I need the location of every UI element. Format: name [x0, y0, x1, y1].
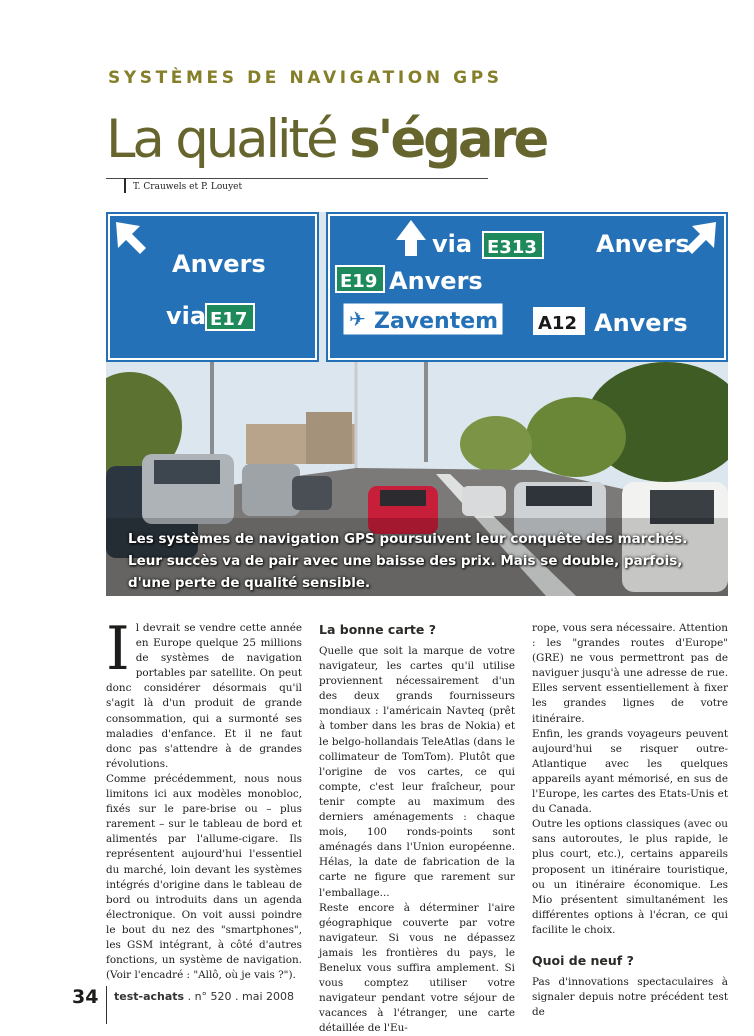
- svg-text:✈: ✈: [349, 307, 366, 331]
- sign-text-anvers-top-right: Anvers: [596, 230, 690, 258]
- sign-text-via-right: via: [432, 230, 473, 258]
- sign-text-e19: E19: [340, 271, 378, 292]
- airplane-icon: [349, 307, 366, 331]
- section-kicker: SYSTÈMES DE NAVIGATION GPS: [108, 68, 503, 88]
- article-title: [106, 108, 726, 172]
- left-sign-panel: [106, 212, 319, 362]
- issue-info: . n° 520 . mai 2008: [184, 990, 295, 1003]
- byline: T. Crauwels et P. Louyet: [133, 182, 243, 192]
- paragraph: Pas d'innovations spectaculaires à signaler depuis notre précédent test de: [532, 975, 728, 1019]
- sign-text-e17: E17: [210, 309, 248, 330]
- article-title-light: La qualité: [106, 109, 350, 170]
- sign-text-a12: A12: [538, 313, 577, 334]
- paragraph: l devrait se vendre cette année en Europe quelque 25 millions de systèmes de navigation portables par satellite. On peut donc considérer désormais qu'il s'agit là d'un produit de grande consommation, qui a surmonté ses maladies d'enfance. Et il ne faut donc pas s'attendre à de grandes révolutions.: [106, 622, 302, 770]
- sign-text-anvers-left: Anvers: [172, 250, 266, 278]
- magazine-brand: test-achats: [114, 990, 185, 1003]
- author-bar: [124, 178, 126, 193]
- sign-text-anvers-mid: Anvers: [389, 267, 483, 295]
- photo-caption: Les systèmes de navigation GPS poursuivent leur conquête des marchés. Leur succès va de pair avec une baisse des prix. Mais se double, parfois, d'une perte de qualité sensible.: [128, 531, 688, 591]
- drop-cap: I: [106, 614, 130, 684]
- sign-text-via-left: via: [166, 302, 207, 330]
- paragraph: rope, vous sera nécessaire. Attention : les "grandes routes d'Europe" (GRE) ne vous permettront pas de naviguer jusqu'à une adresse de rue. Elles servent essentiellement à fixer les grandes lignes de votre itinéraire.: [532, 622, 728, 725]
- article-column-3: [532, 621, 728, 1020]
- sign-text-zaventem: Zaventem: [374, 309, 499, 334]
- paragraph: Reste encore à déterminer l'aire géographique couverte par votre navigateur. Si vous ne dépassez jamais les frontières du pays, le Benelux vous suffira amplement. Si vous comptez utiliser votre navigateur pendant votre séjour de vacances à l'étranger, une carte détaillée de l'Eu-: [319, 901, 515, 1035]
- subheading-quoi-de-neuf: Quoi de neuf ?: [532, 952, 634, 968]
- sign-text-e313: E313: [487, 237, 537, 258]
- subheading-bonne-carte: La bonne carte ?: [319, 622, 436, 637]
- paragraph: Quelle que soit la marque de votre navigateur, les cartes qu'il utilise proviennent nécessairement d'un des deux grands fournisseurs mondiaux : l'américain Navteq (prêt à tomber dans les bras de Nokia) et le belgo-hollandais TeleAtlas (dans le collimateur de TomTom). Plutôt que l'origine de vos cartes, ce qui compte, c'est leur fraîcheur, pour tenir compte au maximum des derniers aménagements : chaque mois, 100 ronds-points sont aménagés dans l'Union européenne. Hélas, la date de fabrication de la carte ne figure que rarement sur l'emballage...: [319, 645, 515, 899]
- paragraph: Enfin, les grands voyageurs peuvent aujourd'hui se risquer outre-Atlantique avec les quelques appareils ayant mémorisé, en sus de l'Europe, les cartes des Etats-Unis et du Canada.: [532, 727, 728, 816]
- footer-info: [114, 990, 294, 1003]
- title-rule: [106, 178, 488, 179]
- article-column-2: [319, 621, 515, 1036]
- paragraph: Comme précédemment, nous nous limitons ici aux modèles monobloc, fixés sur le pare-brise ou – plus rarement – sur le tableau de bord et alimentés par l'allume-cigare. Ils représentent aujourd'hui l'essentiel du marché, loin devant les systèmes intégrés d'origine dans le tableau de bord ou introduits dans un agenda électronique. On voit aussi poindre le bout du nez des "smartphones", les GSM intégrant, à côté d'autres fonctions, un système de navigation. (Voir l'encadré : "Allô, où je vais ?").: [106, 772, 302, 982]
- sign-text-anvers-bottom-right: Anvers: [594, 309, 688, 337]
- footer-rule: [106, 986, 107, 1024]
- paragraph: Outre les options classiques (avec ou sans autoroutes, le plus rapide, le plus court, etc.), certains appareils proposent un itinéraire touristique, ou un itinéraire économique. Les Mio présentent simultanément les différentes options à l'écran, ce qui facilite le choix.: [532, 818, 728, 936]
- article-column-1: [106, 614, 302, 983]
- page-number: 34: [72, 986, 99, 1008]
- article-title-bold: s'égare: [349, 109, 547, 170]
